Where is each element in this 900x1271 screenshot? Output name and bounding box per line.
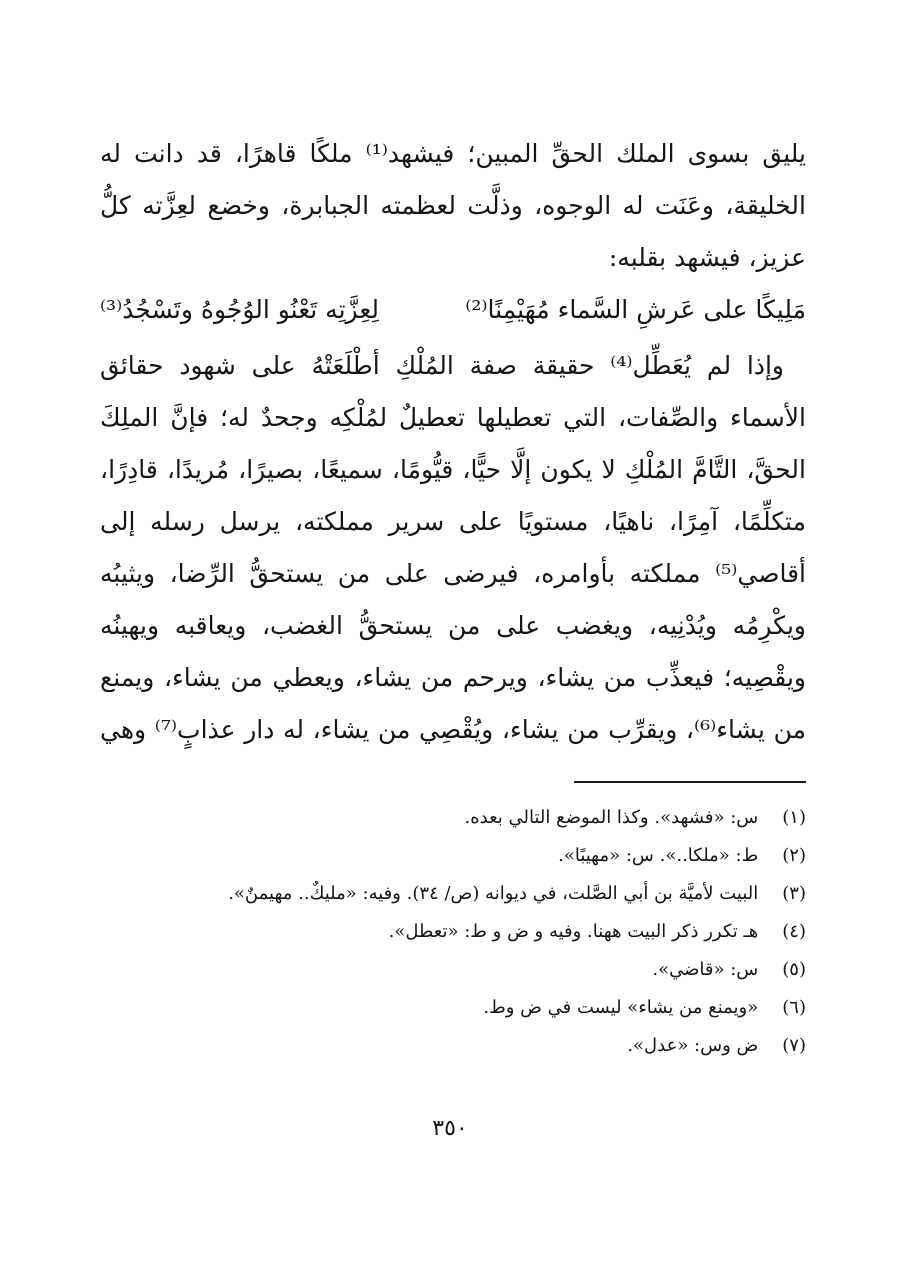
footnote-number: (٦) (782, 997, 806, 1018)
verse-second-hemistich: لِعِزَّتِه تَعْنُو الوُجُوهُ وتَسْجُدُ⁽³⁾ (100, 295, 380, 324)
footnote-text: البيت لأميَّة بن أبي الصَّلت، في ديوانه (ص/ ٣٤). وفيه: «مليكٌ.. مهيمنٌ». (228, 883, 759, 904)
footnote-item (100, 951, 806, 989)
footnote-item (100, 875, 806, 913)
text-line: الأسماء والصِّفات، التي تعطيلها تعطيلٌ لمُلْكِه وجحدٌ له؛ فإنَّ الملِكَ (100, 403, 806, 432)
footnote-text: ض وس: «عدل». (627, 1035, 759, 1056)
text-line: الخليقة، وعَنَت له الوجوه، وذلَّت لعظمته الجبابرة، وخضع لعِزَّته كلُّ (100, 191, 806, 220)
text-line: أقاصي⁽⁵⁾ مملكته بأوامره، فيرضى على من يستحقُّ الرِّضا، ويثيبُه (100, 559, 806, 588)
footnote-number: (٧) (782, 1035, 806, 1056)
text-line: عزيز، فيشهد بقلبه: (608, 243, 806, 272)
footnote-number: (١) (782, 807, 806, 828)
main-text-block (100, 128, 806, 756)
footnote-divider (574, 781, 806, 783)
footnote-item (100, 837, 806, 875)
footnote-item (100, 799, 806, 837)
footnote-number: (٣) (782, 883, 806, 904)
footnote-item (100, 913, 806, 951)
footnote-number: (٢) (782, 845, 806, 866)
text-line: متكلِّمًا، آمِرًا، ناهيًا، مستويًا على سرير مملكته، يرسل رسله إلى (100, 507, 806, 536)
footnote-text: «ويمنع من يشاء» ليست في ض وط. (483, 997, 759, 1018)
footnote-number: (٤) (782, 921, 806, 942)
footnote-text: ط: «ملكا..». س: «مهيبًا». (558, 845, 759, 866)
footnote-text: هـ تكرر ذكر البيت ههنا. وفيه و ض و ط: «تعطل». (388, 921, 759, 942)
text-line: ويكْرِمُه ويُدْنِيه، ويغضب على من يستحقُّ الغضب، ويعاقبه ويهينُه (100, 611, 806, 640)
paragraph-first-line: وإذا لم يُعَطِّل⁽⁴⁾ حقيقة صفة المُلْكِ أطْلَعَتْهُ على شهود حقائق (100, 351, 784, 380)
footnote-text: س: «قاضي». (652, 959, 759, 980)
footnotes-list (100, 799, 806, 1065)
text-line: ويقْصِيه؛ فيعذِّب من يشاء، ويرحم من يشاء، ويعطي من يشاء، ويمنع (100, 663, 806, 692)
text-line: الحقَّ، التَّامَّ المُلْكِ لا يكون إلَّا حيًّا، قيُّومًا، سميعًا، بصيرًا، مُريدًا، قادِرًا، (100, 455, 806, 484)
page-number: ٣٥٠ (432, 1116, 468, 1141)
poetry-verse (100, 284, 806, 336)
text-line: يليق بسوى الملك الحقِّ المبين؛ فيشهد⁽¹⁾ ملكًا قاهرًا، قد دانت له (100, 139, 806, 168)
footnote-number: (٥) (782, 959, 806, 980)
footnote-item (100, 989, 806, 1027)
footnote-text: س: «فشهد». وكذا الموضع التالي بعده. (464, 807, 759, 828)
verse-first-hemistich: مَلِيكًا على عَرشِ السَّماء مُهَيْمِنًا⁽²⁾ (465, 295, 806, 324)
text-line: من يشاء⁽⁶⁾، ويقرِّب من يشاء، ويُقْصِي من يشاء، له دار عذابٍ⁽⁷⁾ وهي (100, 715, 806, 744)
footnote-item (100, 1027, 806, 1065)
